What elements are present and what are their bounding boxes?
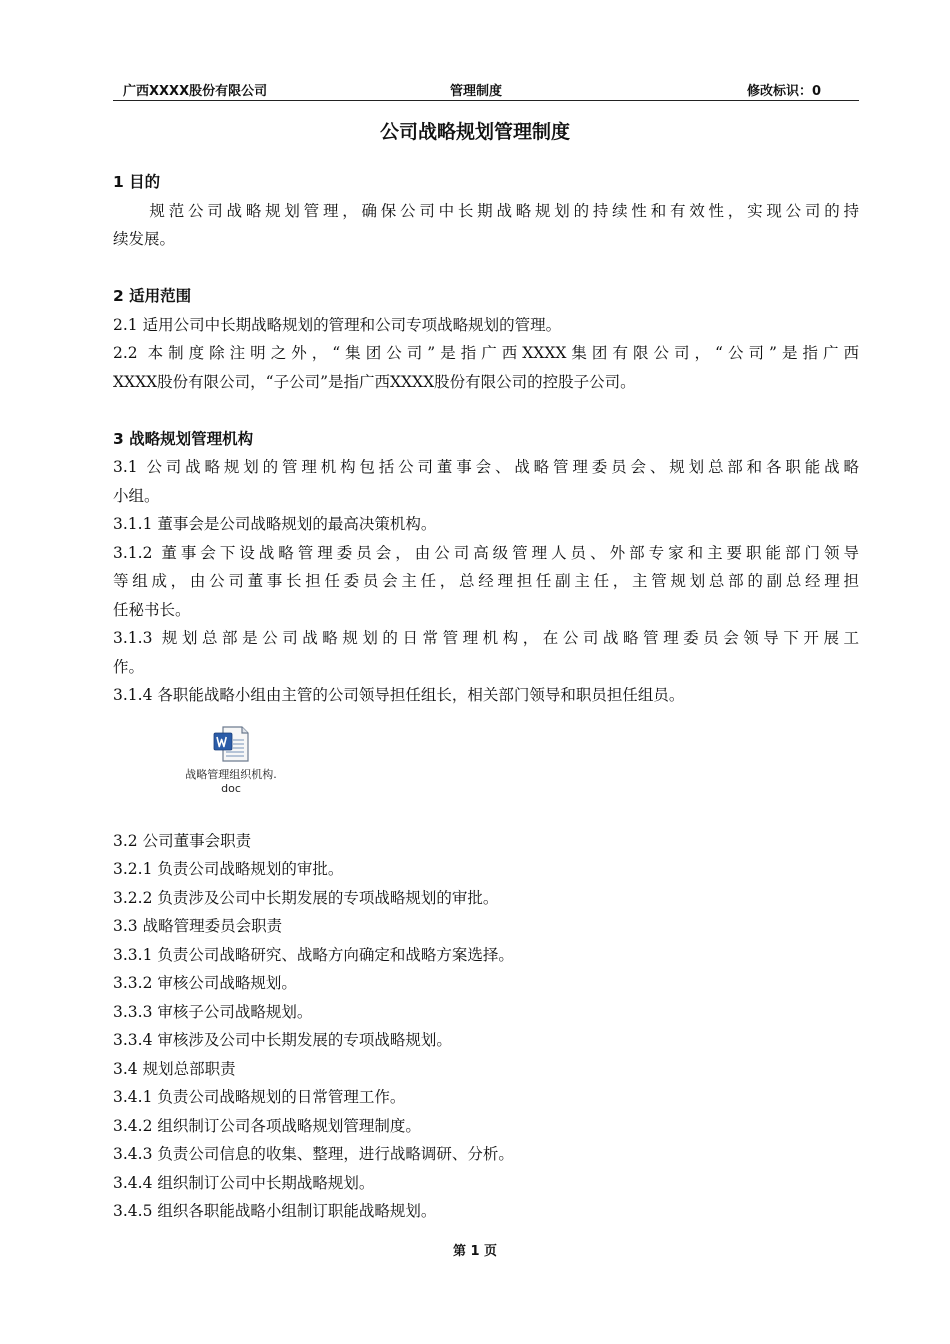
blank-line bbox=[113, 396, 859, 425]
body-line: 3.4.1 负责公司战略规划的日常管理工作。 bbox=[113, 1088, 406, 1106]
document-body bbox=[113, 168, 859, 1226]
body-line: 3.1 公司战略规划的管理机构包括公司董事会、战略管理委员会、规划总部和各职能战略 bbox=[113, 458, 859, 476]
body-line: 3.2.1 负责公司战略规划的审批。 bbox=[113, 860, 344, 878]
embedded-attachment[interactable] bbox=[113, 710, 859, 827]
body-line: 3.4.2 组织制订公司各项战略规划管理制度。 bbox=[113, 1116, 421, 1135]
header-category: 管理制度 bbox=[450, 84, 503, 99]
body-line: 3.2.2 负责涉及公司中长期发展的专项战略规划的审批。 bbox=[113, 888, 499, 907]
body-line: 3.3.1 负责公司战略研究、战略方向确定和战略方案选择。 bbox=[113, 945, 514, 964]
attachment-caption-line-1: 战略管理组织机构. bbox=[185, 767, 277, 781]
body-block-2 bbox=[113, 827, 859, 1226]
body-block-1 bbox=[113, 168, 859, 710]
body-line: 3.3.4 审核涉及公司中长期发展的专项战略规划。 bbox=[113, 1031, 452, 1049]
body-line: 3.4.3 负责公司信息的收集、整理，进行战略调研、分析。 bbox=[113, 1145, 514, 1163]
body-line: 3.4 规划总部职责 bbox=[113, 1059, 236, 1078]
section-heading: 2 适用范围 bbox=[113, 287, 192, 305]
document-title: 公司战略规划管理制度 bbox=[379, 121, 570, 143]
body-line: 3.1.2 董事会下设战略管理委员会，由公司高级管理人员、外部专家和主要职能部门领导 bbox=[113, 543, 859, 562]
section-heading: 3 战略规划管理机构 bbox=[113, 429, 254, 448]
body-line: 3.3.2 审核公司战略规划。 bbox=[113, 974, 297, 992]
section-heading: 1 目的 bbox=[113, 173, 161, 191]
body-line: 2.1 适用公司中长期战略规划的管理和公司专项战略规划的管理。 bbox=[113, 315, 562, 334]
body-line: 3.4.4 组织制订公司中长期战略规划。 bbox=[113, 1173, 375, 1192]
page-number: 第 1 页 bbox=[452, 1244, 498, 1259]
body-line: 任秘书长。 bbox=[113, 600, 191, 619]
body-line: XXXX股份有限公司，“子公司”是指广西XXXX股份有限公司的控股子公司。 bbox=[113, 372, 636, 391]
body-line: 3.2 公司董事会职责 bbox=[113, 831, 252, 850]
body-line: 续发展。 bbox=[113, 230, 176, 248]
body-line: 3.1.4 各职能战略小组由主管的公司领导担任组长，相关部门领导和职员担任组员。 bbox=[113, 686, 685, 704]
header-company: 广西XXXX股份有限公司 bbox=[123, 84, 268, 99]
body-line: 作。 bbox=[113, 657, 145, 676]
attachment-caption-line-2: doc bbox=[221, 781, 241, 795]
body-line: 2.2 本制度除注明之外，“集团公司”是指广西XXXX集团有限公司，“公司”是指广西 bbox=[113, 344, 859, 362]
body-line: 3.1.3 规划总部是公司战略规划的日常管理机构，在公司战略管理委员会领导下开展工 bbox=[113, 629, 859, 647]
blank-line bbox=[113, 254, 859, 283]
body-line: 3.3 战略管理委员会职责 bbox=[113, 917, 283, 935]
page-header bbox=[113, 78, 859, 101]
body-line: 3.3.3 审核子公司战略规划。 bbox=[113, 1002, 313, 1021]
attachment-caption[interactable] bbox=[153, 768, 309, 796]
body-line: 规范公司战略规划管理，确保公司中长期战略规划的持续性和有效性，实现公司的持 bbox=[149, 201, 859, 220]
header-revision: 修改标识：0 bbox=[746, 84, 821, 99]
body-line: 3.4.5 组织各职能战略小组制订职能战略规划。 bbox=[113, 1202, 437, 1220]
word-doc-icon[interactable] bbox=[211, 724, 251, 764]
body-line: 3.1.1 董事会是公司战略规划的最高决策机构。 bbox=[113, 515, 437, 533]
body-line: 等组成，由公司董事长担任委员会主任，总经理担任副主任，主管规划总部的副总经理担 bbox=[113, 572, 859, 590]
body-line: 小组。 bbox=[113, 486, 160, 505]
